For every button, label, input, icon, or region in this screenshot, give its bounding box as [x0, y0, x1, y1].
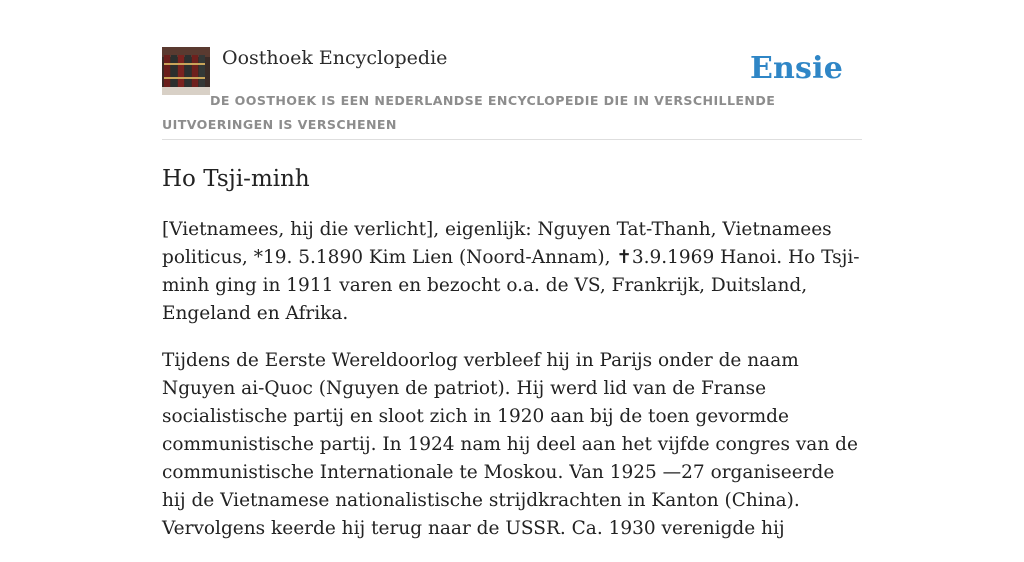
site-tagline: DE OOSTHOEK IS EEN NEDERLANDSE ENCYCLOPEDIE DIE IN VERSCHILLENDE UITVOERINGEN IS VERSCHENEN: [162, 93, 776, 132]
article-body: [162, 216, 862, 562]
content-container: [162, 0, 862, 539]
brand-logo-link[interactable]: Ensie: [749, 51, 843, 86]
site-header: [162, 0, 862, 140]
encyclopedia-books-icon[interactable]: [162, 47, 210, 95]
article-paragraph: Tijdens de Eerste Wereldoorlog verbleef hij in Parijs onder de naam Nguyen ai-Quoc (Nguyen de patriot). Hij werd lid van de Franse socialistische partij en sloot zich in 1920 aan bij de toen gevormde communistische partij. In 1924 nam hij deel aan het vijfde congres van de communistische Internationale te Moskou. Van 1925 —27 organiseerde hij de Vietnamese nationalistische strijdkrachten in Kanton (China). Vervolgens keerde hij terug naar de USSR. Ca. 1930 verenigde hij: [162, 350, 858, 539]
site-name[interactable]: Oosthoek Encyclopedie: [222, 47, 448, 69]
article-paragraph: [Vietnamees, hij die verlicht], eigenlijk: Nguyen Tat-Thanh, Vietnamees politicus, *19. 5.1890 Kim Lien (Noord-Annam), ✝3.9.1969 Hanoi. Ho Tsji-minh ging in 1911 varen en bezocht o.a. de VS, Frankrijk, Duitsland, Engeland en Afrika.: [162, 219, 860, 324]
article-title: Ho Tsji-minh: [162, 166, 310, 192]
